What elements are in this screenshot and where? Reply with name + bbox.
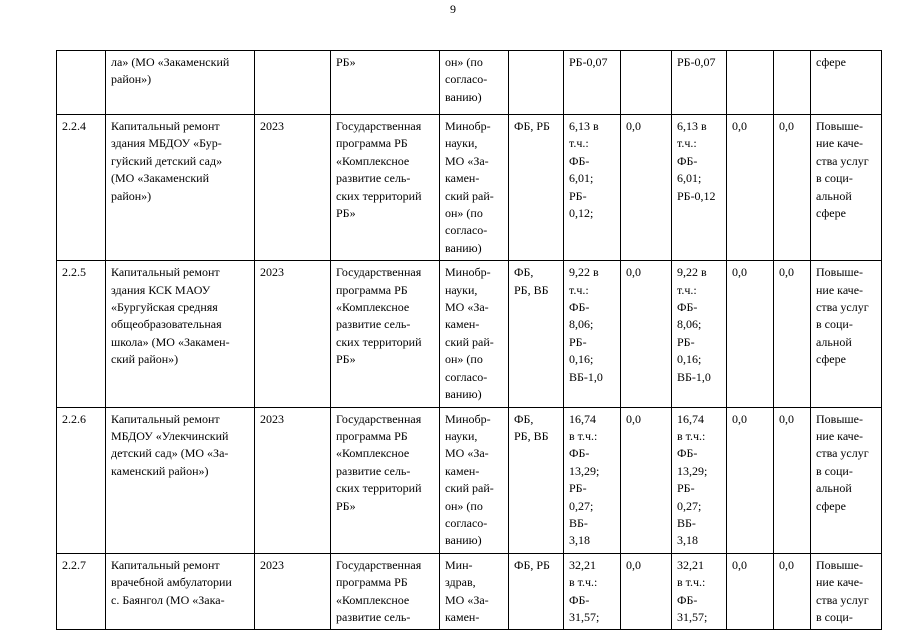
amount-cell: 0,0	[621, 553, 672, 630]
amount-cell	[621, 51, 672, 115]
funding-source-cell	[509, 51, 564, 115]
amount-cell: 0,0	[621, 261, 672, 407]
funding-source-cell: ФБ, РБ, ВБ	[509, 407, 564, 553]
funding-source-cell: ФБ, РБ	[509, 115, 564, 261]
year-cell: 2023	[255, 553, 331, 630]
amount-cell	[727, 51, 774, 115]
executor-cell: Минобр- науки, МО «За- камен- ский рай- он» (по согласо- ванию)	[440, 115, 509, 261]
expected-result-cell: Повыше- ние каче- ства услуг в соци-	[811, 553, 882, 630]
amount-cell: 0,0	[621, 407, 672, 553]
program-cell: Государственная программа РБ «Комплексное развитие сель-	[331, 553, 440, 630]
executor-cell: Мин- здрав, МО «За- камен-	[440, 553, 509, 630]
funding-source-cell: ФБ, РБ	[509, 553, 564, 630]
object-name-cell: Капитальный ремонт здания КСК МАОУ «Бургуйская средняя общеобразовательная школа» (МО «Закамен- ский район»)	[106, 261, 255, 407]
amount-cell: 16,74 в т.ч.: ФБ- 13,29; РБ- 0,27; ВБ- 3,18	[672, 407, 727, 553]
year-cell: 2023	[255, 261, 331, 407]
amount-cell: 0,0	[727, 553, 774, 630]
row-number-cell: 2.2.6	[57, 407, 106, 553]
object-name-cell: ла» (МО «Закаменский район»)	[106, 51, 255, 115]
table-row	[57, 553, 882, 630]
amount-cell: 0,0	[774, 261, 811, 407]
total-amount-cell: 32,21 в т.ч.: ФБ- 31,57;	[564, 553, 621, 630]
object-name-cell: Капитальный ремонт здания МБДОУ «Бур- гуйский детский сад» (МО «Закаменский район»)	[106, 115, 255, 261]
total-amount-cell: 6,13 в т.ч.: ФБ- 6,01; РБ- 0,12;	[564, 115, 621, 261]
amount-cell: 32,21 в т.ч.: ФБ- 31,57;	[672, 553, 727, 630]
funding-source-cell: ФБ, РБ, ВБ	[509, 261, 564, 407]
page-number: 9	[450, 2, 456, 16]
row-number-cell: 2.2.5	[57, 261, 106, 407]
row-number-cell	[57, 51, 106, 115]
object-name-cell: Капитальный ремонт МБДОУ «Улекчинский детский сад» (МО «За- каменский район»)	[106, 407, 255, 553]
expected-result-cell: сфере	[811, 51, 882, 115]
row-number-cell: 2.2.7	[57, 553, 106, 630]
amount-cell: 0,0	[727, 261, 774, 407]
executor-cell: Минобр- науки, МО «За- камен- ский рай- он» (по согласо- ванию)	[440, 261, 509, 407]
program-cell: Государственная программа РБ «Комплексное развитие сель- ских территорий РБ»	[331, 407, 440, 553]
row-number-cell: 2.2.4	[57, 115, 106, 261]
total-amount-cell: 16,74 в т.ч.: ФБ- 13,29; РБ- 0,27; ВБ- 3,18	[564, 407, 621, 553]
amount-cell: 6,13 в т.ч.: ФБ- 6,01; РБ-0,12	[672, 115, 727, 261]
table-row	[57, 51, 882, 115]
expected-result-cell: Повыше- ние каче- ства услуг в соци- альной сфере	[811, 407, 882, 553]
year-cell: 2023	[255, 115, 331, 261]
amount-cell: 0,0	[727, 115, 774, 261]
amount-cell: 0,0	[621, 115, 672, 261]
expected-result-cell: Повыше- ние каче- ства услуг в соци- альной сфере	[811, 261, 882, 407]
amount-cell: 0,0	[774, 115, 811, 261]
year-cell	[255, 51, 331, 115]
program-cell: Государственная программа РБ «Комплексное развитие сель- ских территорий РБ»	[331, 261, 440, 407]
table-row	[57, 261, 882, 407]
object-name-cell: Капитальный ремонт врачебной амбулатории с. Баянгол (МО «Зака-	[106, 553, 255, 630]
total-amount-cell: 9,22 в т.ч.: ФБ- 8,06; РБ- 0,16; ВБ-1,0	[564, 261, 621, 407]
amount-cell: 9,22 в т.ч.: ФБ- 8,06; РБ- 0,16; ВБ-1,0	[672, 261, 727, 407]
table-row	[57, 115, 882, 261]
executor-cell: Минобр- науки, МО «За- камен- ский рай- он» (по согласо- ванию)	[440, 407, 509, 553]
table-row	[57, 407, 882, 553]
year-cell: 2023	[255, 407, 331, 553]
amount-cell: 0,0	[774, 407, 811, 553]
total-amount-cell: РБ-0,07	[564, 51, 621, 115]
projects-table	[56, 50, 882, 630]
amount-cell: 0,0	[727, 407, 774, 553]
expected-result-cell: Повыше- ние каче- ства услуг в соци- альной сфере	[811, 115, 882, 261]
amount-cell: РБ-0,07	[672, 51, 727, 115]
program-cell: Государственная программа РБ «Комплексное развитие сель- ских территорий РБ»	[331, 115, 440, 261]
amount-cell	[774, 51, 811, 115]
executor-cell: он» (по согласо- ванию)	[440, 51, 509, 115]
amount-cell: 0,0	[774, 553, 811, 630]
program-cell: РБ»	[331, 51, 440, 115]
